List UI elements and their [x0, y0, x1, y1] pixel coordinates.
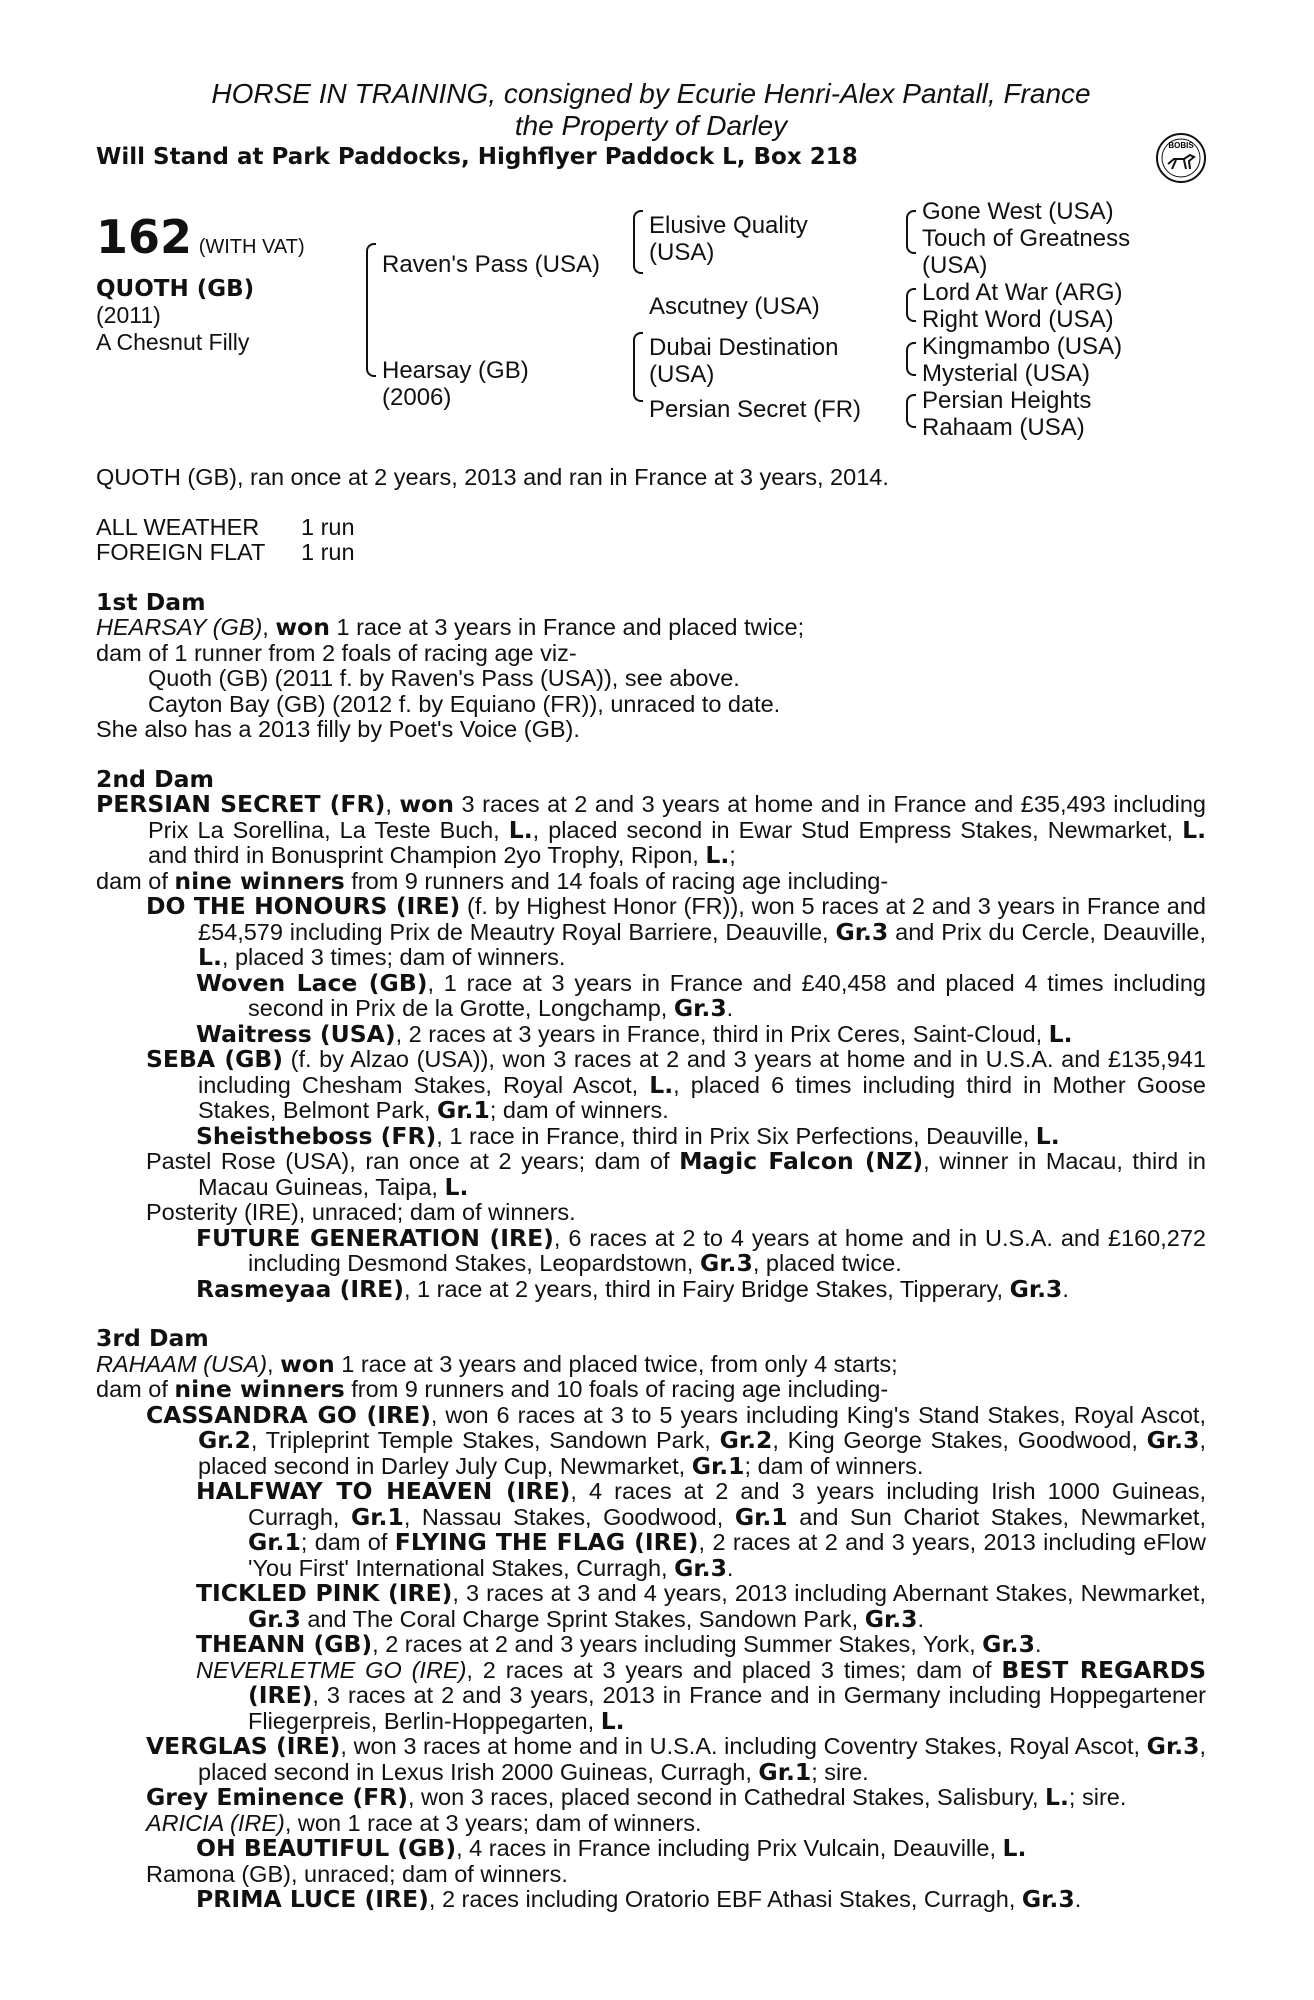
pedigree-ssd: Touch of Greatness — [922, 225, 1131, 252]
third-dam-record: RAHAAM (USA), won 1 race at 3 years and placed twice, from only 4 starts; — [96, 1349, 898, 1378]
produce-entry: VERGLAS (IRE), won 3 races at home and in U.S.A. including Coventry Stakes, Royal Ascot, Gr.3, placed second in Lexus Irish 2000 Guineas, Curragh, Gr.1; sire. — [146, 1732, 1207, 1786]
pedigree-brace — [366, 243, 376, 377]
horse-description: A Chesnut Filly — [96, 329, 250, 355]
produce-entry: CASSANDRA GO (IRE), won 6 races at 3 to 5 years including King's Stand Stakes, Royal Ascot, Gr.2, Tripleprint Temple Stakes, Sandown Park, Gr.2, King George Stakes, Goodwood, Gr.3, placed second in Darley July Cup, Newmarket, Gr.1; dam of winners. — [146, 1400, 1206, 1480]
vat-note: (WITH VAT) — [198, 236, 305, 258]
produce-entry: OH BEAUTIFUL (GB), 4 races in France including Prix Vulcain, Deauville, L. — [196, 1834, 1027, 1862]
first-dam-foal: Cayton Bay (GB) (2012 f. by Equiano (FR)), unraced to date. — [148, 690, 781, 717]
record-label: FOREIGN FLAT — [96, 539, 266, 565]
third-dam-produce: dam of nine winners from 9 runners and 10 foals of racing age including- — [96, 1375, 889, 1403]
second-dam-produce: dam of nine winners from 9 runners and 14 foals of racing age including- — [96, 866, 889, 895]
pedigree-gen3 — [922, 198, 1130, 441]
pedigree-sire-sire — [649, 212, 808, 266]
record-row — [96, 540, 1206, 566]
pedigree-dam-dam: Persian Secret (FR) — [649, 396, 862, 423]
produce-entry: PRIMA LUCE (IRE), 2 races including Oratorio EBF Athasi Stakes, Curragh, Gr.3. — [196, 1885, 1082, 1913]
first-dam-note: She also has a 2013 filly by Poet's Voice (GB). — [96, 716, 580, 742]
produce-entry: Rasmeyaa (IRE), 1 race at 2 years, third in Fairy Bridge Stakes, Tipperary, Gr.3. — [196, 1274, 1069, 1303]
produce-entry: Posterity (IRE), unraced; dam of winners. — [146, 1199, 576, 1225]
produce-entry: Grey Eminence (FR), won 3 races, placed second in Cathedral Stakes, Salisbury, L.; sire. — [146, 1783, 1127, 1811]
pedigree-brace — [633, 210, 643, 274]
produce-entry: TICKLED PINK (IRE), 3 races at 3 and 4 years, 2013 including Abernant Stakes, Newmarket, Gr.3 and The Coral Charge Sprint Stakes, Sandown Park, Gr.3. — [196, 1579, 1206, 1633]
lot-info — [96, 210, 336, 356]
pedigree-brace — [906, 210, 916, 254]
produce-entry: HALFWAY TO HEAVEN (IRE), 4 races at 2 and 3 years including Irish 1000 Guineas, Curragh, Gr.1, Nassau Stakes, Goodwood, Gr.1 and Sun Chariot Stakes, Newmarket, Gr.1; dam of FLYING THE FLAG (IRE), 2 races at 2 and 3 years, 2013 including eFlow 'You First' International Stakes, Curragh, Gr.3. — [196, 1477, 1206, 1582]
catalogue-page — [96, 78, 1207, 1913]
pedigree-ddd: Rahaam (USA) — [922, 414, 1085, 441]
pedigree-ss-line2: (USA) — [649, 239, 715, 266]
pedigree-sss: Gone West (USA) — [922, 198, 1114, 225]
pedigree-dds: Persian Heights — [922, 387, 1092, 414]
lot-number: 162 — [96, 210, 193, 264]
pedigree-ds-line2: (USA) — [649, 361, 715, 388]
pedigree-ds-line1: Dubai Destination — [649, 334, 839, 361]
first-dam-produce: dam of 1 runner from 2 foals of racing age viz- — [96, 639, 577, 666]
pedigree-dss: Kingmambo (USA) — [922, 333, 1123, 360]
pedigree-dam — [382, 357, 529, 411]
logo-text: BOBIS — [1168, 141, 1194, 150]
produce-entry: THEANN (GB), 2 races at 2 and 3 years including Summer Stakes, York, Gr.3. — [196, 1630, 1042, 1658]
pedigree-brace — [906, 342, 916, 376]
produce-entry: Waitress (USA), 2 races at 3 years in France, third in Prix Ceres, Saint-Cloud, L. — [196, 1019, 1073, 1048]
consignor-line: HORSE IN TRAINING, consigned by Ecurie Henri-Alex Pantall, France — [211, 78, 1091, 109]
record-label: ALL WEATHER — [96, 513, 260, 540]
pedigree-sire-dam: Ascutney (USA) — [649, 293, 820, 320]
pedigree-ssd2: (USA) — [922, 252, 988, 279]
property-line: the Property of Darley — [514, 110, 788, 141]
pedigree-sdd: Right Word (USA) — [922, 306, 1114, 333]
pedigree-sds: Lord At War (ARG) — [922, 279, 1123, 306]
produce-entry: Woven Lace (GB), 1 race at 3 years in France and £40,458 and placed 4 times including second in Prix de la Grotte, Longchamp, Gr.3. — [196, 968, 1206, 1022]
pedigree-dam-sire — [649, 334, 838, 388]
produce-entry: Sheistheboss (FR), 1 race in France, third in Prix Six Perfections, Deauville, L. — [196, 1121, 1060, 1150]
pedigree-dsd: Mysterial (USA) — [922, 360, 1091, 387]
race-records — [96, 515, 1206, 566]
second-dam-record: PERSIAN SECRET (FR), won 3 races at 2 and 3 years at home and in France and £35,493 including Prix La Sorellina, La Teste Buch, L., placed second in Ewar Stud Empress Stakes, Newmarket, L. and third in Bonusprint Champion 2yo Trophy, Ripon, L.; — [96, 790, 1207, 869]
produce-entry: FUTURE GENERATION (IRE), 6 races at 2 to 4 years at home and in U.S.A. and £160,272 including Desmond Stakes, Leopardstown, Gr.3, placed twice. — [196, 1223, 1206, 1277]
produce-entry: ARICIA (IRE), won 1 race at 3 years; dam of winners. — [146, 1809, 702, 1836]
first-dam-foal: Quoth (GB) (2011 f. by Raven's Pass (USA)), see above. — [148, 665, 740, 691]
stand-location: Will Stand at Park Paddocks, Highflyer Paddock L, Box 218 — [96, 144, 858, 170]
catalogue-body — [96, 465, 1206, 1913]
pedigree-brace — [906, 394, 916, 428]
bobis-logo-icon — [1154, 131, 1208, 185]
produce-entry: DO THE HONOURS (IRE) (f. by Highest Honor (FR)), won 5 races at 2 and 3 years in France and £54,579 including Prix de Meautry Royal Barriere, Deauville, Gr.3 and Prix du Cercle, Deauville, L., placed 3 times; dam of winners. — [146, 892, 1206, 971]
record-row — [96, 515, 1206, 541]
pedigree-brace — [906, 288, 916, 322]
pedigree-sire: Raven's Pass (USA) — [382, 251, 600, 278]
first-dam-heading: 1st Dam — [96, 587, 206, 616]
produce-entry: NEVERLETME GO (IRE), 2 races at 3 years and placed 3 times; dam of BEST REGARDS (IRE), 3 races at 2 and 3 years, 2013 in France and in Germany including Hoppegartener Fliegerpreis, Berlin-Hoppegarten, L. — [196, 1655, 1207, 1735]
produce-entry: Pastel Rose (USA), ran once at 2 years; dam of Magic Falcon (NZ), winner in Macau, third in Macau Guineas, Taipa, L. — [146, 1147, 1206, 1201]
first-dam-line: HEARSAY (GB), won 1 race at 3 years in France and placed twice; — [96, 613, 805, 641]
race-summary: QUOTH (GB), ran once at 2 years, 2013 and ran in France at 3 years, 2014. — [96, 464, 889, 490]
pedigree-brace — [633, 332, 643, 402]
horse-name: QUOTH (GB) — [96, 276, 255, 302]
produce-entry: SEBA (GB) (f. by Alzao (USA)), won 3 races at 2 and 3 years at home and in U.S.A. and £135,941 including Chesham Stakes, Royal Ascot, L., placed 6 times including third in Mother Goose Stakes, Belmont Park, Gr.1; dam of winners. — [146, 1045, 1206, 1124]
second-dam-heading: 2nd Dam — [96, 764, 214, 793]
pedigree-dam-name: Hearsay (GB) — [382, 357, 529, 384]
produce-entry: Ramona (GB), unraced; dam of winners. — [146, 1860, 568, 1887]
pedigree-ss-line1: Elusive Quality — [649, 212, 808, 239]
horse-year: (2011) — [96, 302, 161, 328]
record-value: 1 run — [301, 539, 355, 565]
pedigree-dam-year: (2006) — [382, 384, 452, 411]
third-dam-heading: 3rd Dam — [96, 1324, 209, 1352]
record-value: 1 run — [301, 513, 355, 540]
